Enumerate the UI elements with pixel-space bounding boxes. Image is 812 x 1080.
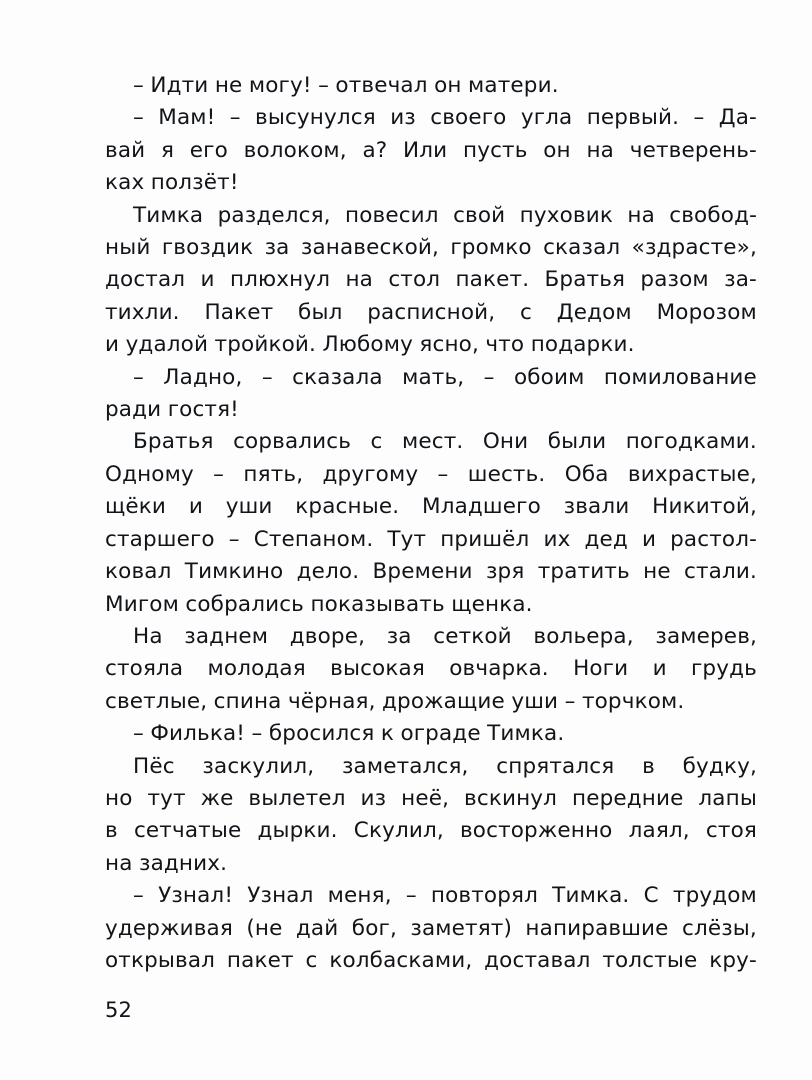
word: удалой xyxy=(125,332,209,358)
word: в xyxy=(105,818,118,844)
word: пришёл xyxy=(440,526,530,552)
word: Тимка. xyxy=(487,721,565,747)
word: заскулил, xyxy=(202,753,315,779)
word: ради xyxy=(105,397,162,423)
word: Младшего xyxy=(422,494,541,520)
word: ках xyxy=(105,170,145,196)
text-line xyxy=(105,524,757,556)
word: из xyxy=(360,785,387,811)
paragraph xyxy=(105,621,757,718)
word: подарки. xyxy=(530,332,635,358)
word: щёки xyxy=(105,494,167,520)
word: спина xyxy=(213,688,282,714)
text-line xyxy=(105,459,757,491)
word: восторженно xyxy=(459,818,613,844)
word: – xyxy=(133,721,144,747)
word: за xyxy=(386,623,412,649)
word: высокая xyxy=(330,656,425,682)
text-line xyxy=(105,135,757,167)
word: толстые xyxy=(602,947,698,973)
word: с xyxy=(520,299,533,325)
word: а? xyxy=(362,137,388,163)
word: ясно, xyxy=(419,332,479,358)
word: Любому xyxy=(322,332,413,358)
word: заднем xyxy=(184,623,269,649)
word: гостя! xyxy=(167,397,239,423)
word: Идти xyxy=(150,73,209,98)
word: занавеской, xyxy=(300,235,440,261)
word: Тимка xyxy=(133,202,204,228)
text-line xyxy=(105,491,757,523)
word: пуховик xyxy=(519,202,613,228)
word: – xyxy=(229,105,241,131)
word: помилование xyxy=(603,364,757,390)
word: стоя xyxy=(705,818,757,844)
word: сорвались xyxy=(233,429,352,455)
word: зря xyxy=(485,559,525,585)
word: – xyxy=(213,461,225,487)
word: вылетел xyxy=(248,785,346,811)
text-line xyxy=(105,329,757,361)
word: своего xyxy=(430,105,507,131)
word: открывал xyxy=(105,947,216,973)
word: гвоздик xyxy=(161,235,254,261)
word: С xyxy=(643,883,659,909)
word: отвечал xyxy=(335,73,428,98)
word: Мигом xyxy=(105,591,179,617)
word: дырки. xyxy=(257,818,338,844)
paragraph xyxy=(105,718,757,750)
word: вихрастые, xyxy=(627,461,757,487)
word: стояла xyxy=(105,656,184,682)
text-line xyxy=(105,783,757,815)
word: тихли. xyxy=(105,299,180,325)
word: шесть. xyxy=(467,461,546,487)
word: заметят) xyxy=(410,915,512,941)
word: (не xyxy=(246,915,283,941)
word: достал xyxy=(105,267,186,293)
word: и xyxy=(105,332,120,358)
word: на xyxy=(586,137,615,163)
word: что xyxy=(485,332,525,358)
word: Пёс xyxy=(133,753,175,779)
word: но xyxy=(105,785,133,811)
word: бог, xyxy=(351,915,397,941)
word: Или xyxy=(403,137,448,163)
word: Дедом xyxy=(556,299,632,325)
word: обоим xyxy=(513,364,585,390)
word: колбасками, xyxy=(329,947,473,973)
word: – xyxy=(228,526,240,552)
word: задних. xyxy=(138,850,228,876)
word: и xyxy=(188,494,203,520)
text-line xyxy=(105,426,757,458)
word: кру- xyxy=(709,947,757,973)
word: овчарка. xyxy=(449,656,549,682)
word: Ладно, xyxy=(163,364,243,390)
word: «здрасте», xyxy=(631,235,757,261)
word: – xyxy=(693,105,705,131)
word: разделся, xyxy=(217,202,331,228)
word: щенка. xyxy=(451,591,533,617)
word: мест. xyxy=(401,429,464,455)
word: Тимкино xyxy=(184,559,284,585)
word: чёрная, xyxy=(287,688,376,714)
word: Тимка. xyxy=(552,883,630,909)
text-line xyxy=(105,297,757,329)
word: пять, xyxy=(243,461,304,487)
paragraph xyxy=(105,200,757,362)
word: заметался, xyxy=(341,753,469,779)
word: доставал xyxy=(484,947,591,973)
text-line xyxy=(105,653,757,685)
word: и xyxy=(652,656,667,682)
word: дело. xyxy=(296,559,360,585)
word: сеткой xyxy=(433,623,512,649)
word: Мам! xyxy=(158,105,216,131)
text-line xyxy=(105,848,757,880)
word: тут xyxy=(147,785,186,811)
word: четверень- xyxy=(629,137,757,163)
paragraph xyxy=(105,751,757,881)
word: неё, xyxy=(401,785,450,811)
word: был xyxy=(298,299,343,325)
word: ползёт! xyxy=(150,170,239,196)
paragraph xyxy=(105,102,757,199)
text-line xyxy=(105,913,757,945)
word: спрятался xyxy=(496,753,615,779)
word: тройкой. xyxy=(214,332,316,358)
word: звали xyxy=(563,494,630,520)
text-line xyxy=(105,880,757,912)
word: могу! xyxy=(248,73,312,98)
word: Скулил, xyxy=(353,818,444,844)
word: повторял xyxy=(430,883,539,909)
word: матери. xyxy=(468,73,559,98)
word: Оба xyxy=(564,461,609,487)
word: – xyxy=(405,883,417,909)
word: Узнал! xyxy=(158,883,234,909)
word: пакет xyxy=(226,947,294,973)
word: же xyxy=(200,785,234,811)
word: Никитой, xyxy=(652,494,757,520)
paragraph xyxy=(105,880,757,977)
word: из xyxy=(390,105,416,131)
word: сетчатые xyxy=(133,818,242,844)
word: собрались xyxy=(185,591,305,617)
word: его xyxy=(189,137,228,163)
text-line xyxy=(105,751,757,783)
word: дрожащие xyxy=(382,688,505,714)
word: лапы xyxy=(698,785,757,811)
word: не xyxy=(643,559,671,585)
word: показывать xyxy=(310,591,445,617)
word: я xyxy=(160,137,175,163)
word: расписной, xyxy=(367,299,496,325)
text-line xyxy=(105,718,757,750)
word: Они xyxy=(482,429,529,455)
word: стали. xyxy=(684,559,757,585)
word: не xyxy=(214,73,243,98)
word: волоком, xyxy=(243,137,347,163)
word: Филька! xyxy=(150,721,246,747)
text-line xyxy=(105,815,757,847)
word: уши xyxy=(511,688,559,714)
word: с xyxy=(370,429,383,455)
word: слёзы, xyxy=(681,915,757,941)
word: На xyxy=(133,623,163,649)
word: и xyxy=(200,267,215,293)
word: разом xyxy=(640,267,709,293)
word: – xyxy=(318,73,329,98)
word: за xyxy=(264,235,290,261)
word: – xyxy=(564,688,576,714)
word: дай xyxy=(295,915,339,941)
word: Ноги xyxy=(573,656,629,682)
word: другому xyxy=(322,461,419,487)
text-line xyxy=(105,232,757,264)
word: дед xyxy=(584,526,628,552)
word: ковал xyxy=(105,559,172,585)
word: и xyxy=(641,526,657,552)
text-line xyxy=(105,264,757,296)
word: их xyxy=(543,526,571,552)
page-text-block xyxy=(105,70,757,977)
word: Морозом xyxy=(656,299,757,325)
word: растол- xyxy=(670,526,757,552)
word: мать, xyxy=(402,364,465,390)
word: Степаном. xyxy=(253,526,374,552)
word: красные. xyxy=(295,494,400,520)
word: Времени xyxy=(372,559,473,585)
word: свой xyxy=(453,202,506,228)
word: лаял, xyxy=(628,818,690,844)
word: – xyxy=(133,73,144,98)
word: тратить xyxy=(537,559,630,585)
word: с xyxy=(305,947,318,973)
word: за- xyxy=(724,267,757,293)
word: уши xyxy=(225,494,273,520)
word: дворе, xyxy=(289,623,366,649)
word: к xyxy=(380,721,394,747)
word: свобод- xyxy=(669,202,757,228)
word: стол xyxy=(388,267,441,293)
word: на xyxy=(345,267,373,293)
word: ограде xyxy=(400,721,481,747)
text-line xyxy=(105,945,757,977)
text-line xyxy=(105,167,757,199)
text-line xyxy=(105,362,757,394)
word: передние xyxy=(571,785,684,811)
text-line xyxy=(105,621,757,653)
text-line xyxy=(105,102,757,134)
word: сказала xyxy=(292,364,383,390)
word: трудом xyxy=(672,883,757,909)
word: старшего xyxy=(105,526,215,552)
word: – xyxy=(261,364,273,390)
word: удерживая xyxy=(105,915,233,941)
word: Тут xyxy=(387,526,427,552)
word: – xyxy=(133,105,144,131)
text-line xyxy=(105,70,757,102)
word: – xyxy=(437,461,449,487)
word: торчком. xyxy=(581,688,685,714)
word: меня, xyxy=(327,883,392,909)
word: пусть xyxy=(463,137,528,163)
word: на xyxy=(627,202,655,228)
word: – xyxy=(133,364,144,390)
word: молодая xyxy=(207,656,306,682)
word: замерев, xyxy=(655,623,757,649)
paragraph xyxy=(105,362,757,427)
word: – xyxy=(133,883,144,909)
word: – xyxy=(483,364,495,390)
word: погодками. xyxy=(625,429,757,455)
word: светлые, xyxy=(105,688,208,714)
word: грудь xyxy=(690,656,757,682)
word: вай xyxy=(105,137,146,163)
text-line xyxy=(105,556,757,588)
word: плюхнул xyxy=(229,267,331,293)
word: Пакет xyxy=(204,299,274,325)
text-line xyxy=(105,686,757,718)
word: ный xyxy=(105,235,151,261)
word: пакет. xyxy=(455,267,530,293)
word: были xyxy=(547,429,607,455)
word: высунулся xyxy=(255,105,376,131)
page-number: 52 xyxy=(105,998,133,1022)
word: Братья xyxy=(133,429,214,455)
word: Узнал xyxy=(247,883,314,909)
text-line xyxy=(105,589,757,621)
paragraph xyxy=(105,70,757,102)
word: вольера, xyxy=(533,623,634,649)
word: он xyxy=(434,73,462,98)
word: первый. xyxy=(586,105,680,131)
word: повесил xyxy=(345,202,439,228)
word: – xyxy=(251,721,263,747)
word: Братья xyxy=(544,267,626,293)
word: громко xyxy=(450,235,532,261)
text-line xyxy=(105,200,757,232)
text-line xyxy=(105,394,757,426)
word: бросился xyxy=(268,721,375,747)
word: будку, xyxy=(682,753,757,779)
word: Одному xyxy=(105,461,194,487)
word: на xyxy=(105,850,133,876)
word: угла xyxy=(520,105,573,131)
word: вскинул xyxy=(464,785,558,811)
paragraph xyxy=(105,426,757,620)
word: в xyxy=(642,753,655,779)
word: сказал xyxy=(543,235,621,261)
word: напиравшие xyxy=(525,915,669,941)
word: он xyxy=(543,137,571,163)
word: Да- xyxy=(718,105,757,131)
